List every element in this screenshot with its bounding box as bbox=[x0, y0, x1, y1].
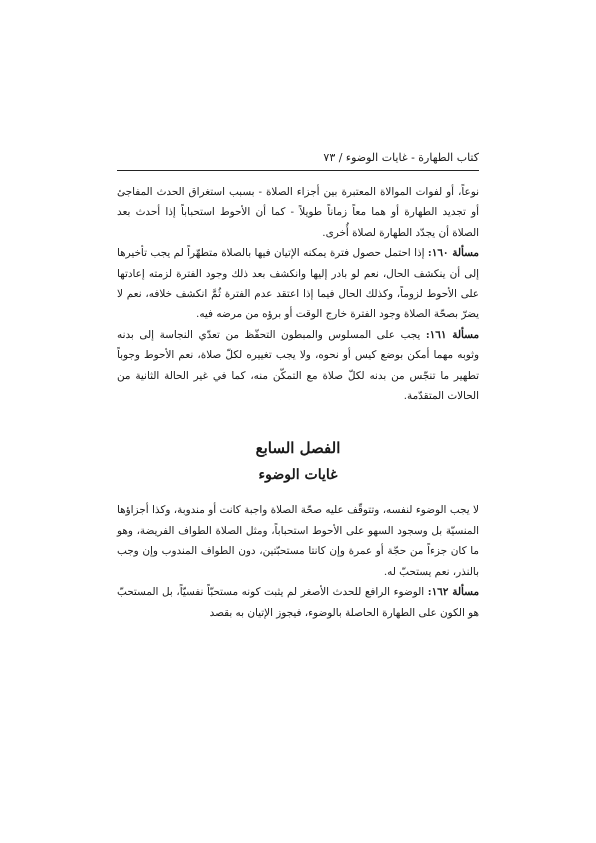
paragraph-intro bbox=[117, 500, 479, 582]
paragraph-continued bbox=[117, 182, 479, 243]
header-rule bbox=[117, 170, 479, 171]
issue-label: مسألة ١٦١: bbox=[425, 328, 480, 341]
paragraph-text: الوضوء الرافع للحدث الأصغر لم يثبت كونه مستحبّاً نفسيّاً، بل المستحبّ هو الكون على الطهارة الحاصلة بالوضوء، فيجوز الإتيان به بقصد bbox=[117, 586, 479, 619]
paragraph-text: إذا احتمل حصول فترة يمكنه الإتيان فيها بالصلاة متطهّراً لم يجب تأخيرها إلى أن ينكشف الحال، نعم لو بادر إليها وانكشف بعد ذلك وجود الفترة لزمته إعادتها على الأحوط لزوماً، وكذلك الحال فيما إذا اعتقد عدم الفترة ثُمَّ انكشف خلافه، نعم لا يضرّ بصحّة الصلاة وجود الفترة خارج الوقت أو برؤه من مرضه فيه. bbox=[117, 247, 479, 321]
paragraph-text: نوعاً، أو لفوات الموالاة المعتبرة بين أجزاء الصلاة - بسبب استغراق الحدث المفاجئ أو تجديد الطهارة أو هما معاً زماناً طويلاً - كما أن الأحوط استحباباً إذا أحدث بعد الصلاة أن يجدّد الطهارة لصلاة أُخرى. bbox=[117, 186, 479, 239]
chapter-title: الفصل السابع bbox=[255, 439, 341, 458]
issue-162 bbox=[117, 582, 479, 623]
section-title: غايات الوضوء bbox=[258, 467, 338, 484]
running-header: كتاب الطهارة - غايات الوضوء / ٧٣ bbox=[323, 151, 479, 164]
issue-label: مسألة ١٦٠: bbox=[427, 247, 479, 260]
issue-160 bbox=[117, 243, 479, 325]
issue-label: مسألة ١٦٢: bbox=[427, 586, 480, 599]
issue-161 bbox=[117, 325, 479, 407]
page-body bbox=[117, 182, 479, 623]
section-gap bbox=[117, 406, 479, 436]
paragraph-text: يجب على المسلوس والمبطون التحفّظ من تعدّي النجاسة إلى بدنه وثوبه مهما أمكن بوضع كيس أو نحوه، ولا يجب تغييره لكلّ صلاة، نعم الأحوط وجوباً تطهير ما تنجّس من بدنه لكلّ صلاة مع التمكّن منه، كما في غير الحالة الثانية من الحالات المتقدّمة. bbox=[117, 328, 479, 403]
paragraph-text: لا يجب الوضوء لنفسه، وتتوقّف عليه صحّة الصلاة واجبة كانت أو مندوبة، وكذا أجزاؤها المنسيّة بل وسجود السهو على الأحوط استحباباً، ومثل الصلاة الطواف الفريضة، وهو ما كان جزءاً من حجّة أو عمرة وإن كانتا مستحبّتين، دون الطواف المندوب وإن وجب بالنذر، نعم يستحبّ له. bbox=[117, 504, 479, 578]
